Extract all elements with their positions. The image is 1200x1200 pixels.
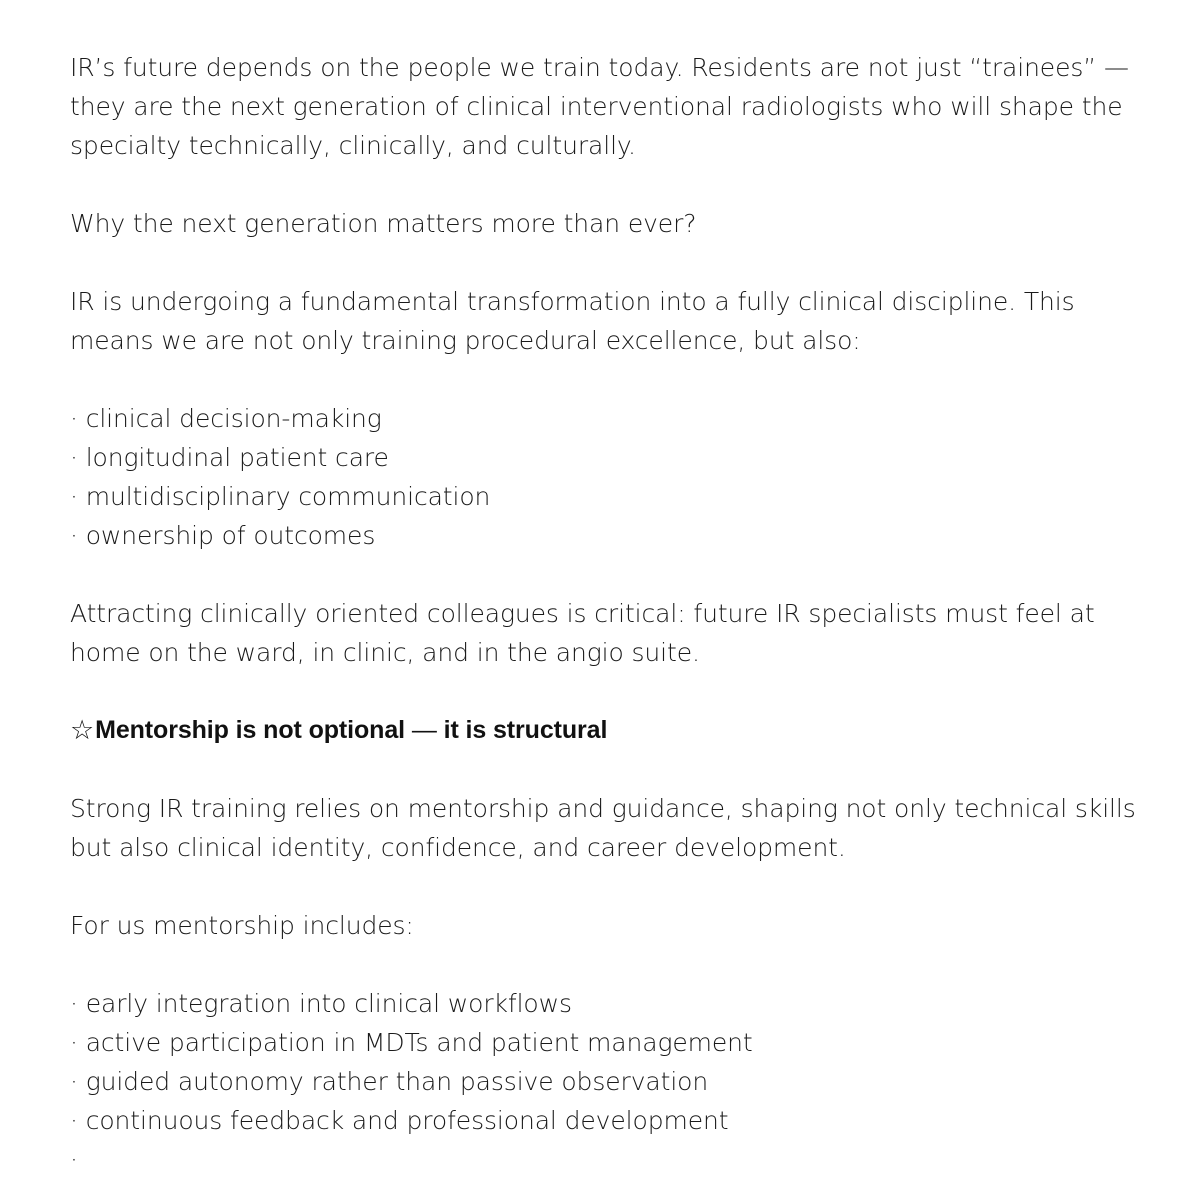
list-item: · guided autonomy rather than passive observation bbox=[70, 1067, 709, 1096]
transformation-paragraph: IR is undergoing a fundamental transformation into a fully clinical discipline. This means we are not only training procedural excellence, but also: bbox=[70, 287, 1075, 355]
list-item: · clinical decision-making bbox=[70, 404, 382, 433]
question-paragraph: Why the next generation matters more than ever? bbox=[70, 209, 697, 238]
list-item: · continuous feedback and professional development bbox=[70, 1106, 729, 1135]
heading-dash: — bbox=[405, 716, 444, 744]
mentorship-intro-paragraph: For us mentorship includes: bbox=[70, 911, 414, 940]
attracting-paragraph: Attracting clinically oriented colleagues is critical: future IR specialists must feel at home on the ward, in clinic, and in the angio suite. bbox=[70, 599, 1095, 667]
trailing-bullet: · bbox=[70, 1145, 78, 1174]
intro-paragraph: IR’s future depends on the people we train today. Residents are not just “trainees” — they are the next generation of clinical interventional radiologists who will shape the specialty technically, clinically, and culturally. bbox=[70, 53, 1129, 160]
post-body bbox=[70, 48, 1150, 1179]
star-outline-icon: ☆ bbox=[70, 715, 95, 746]
heading-part-2: it is structural bbox=[443, 716, 608, 744]
section-heading bbox=[70, 711, 1150, 750]
mentorship-list bbox=[70, 984, 1150, 1140]
list-item: · longitudinal patient care bbox=[70, 443, 389, 472]
heading-part-1: Mentorship is not optional bbox=[95, 716, 405, 744]
clinical-skills-list bbox=[70, 399, 1150, 555]
list-item: · multidisciplinary communication bbox=[70, 482, 491, 511]
list-item: · active participation in MDTs and patient management bbox=[70, 1028, 753, 1057]
list-item: · ownership of outcomes bbox=[70, 521, 376, 550]
list-item: · early integration into clinical workflows bbox=[70, 989, 572, 1018]
strong-training-paragraph: Strong IR training relies on mentorship and guidance, shaping not only technical skills but also clinical identity, confidence, and career development. bbox=[70, 794, 1136, 862]
